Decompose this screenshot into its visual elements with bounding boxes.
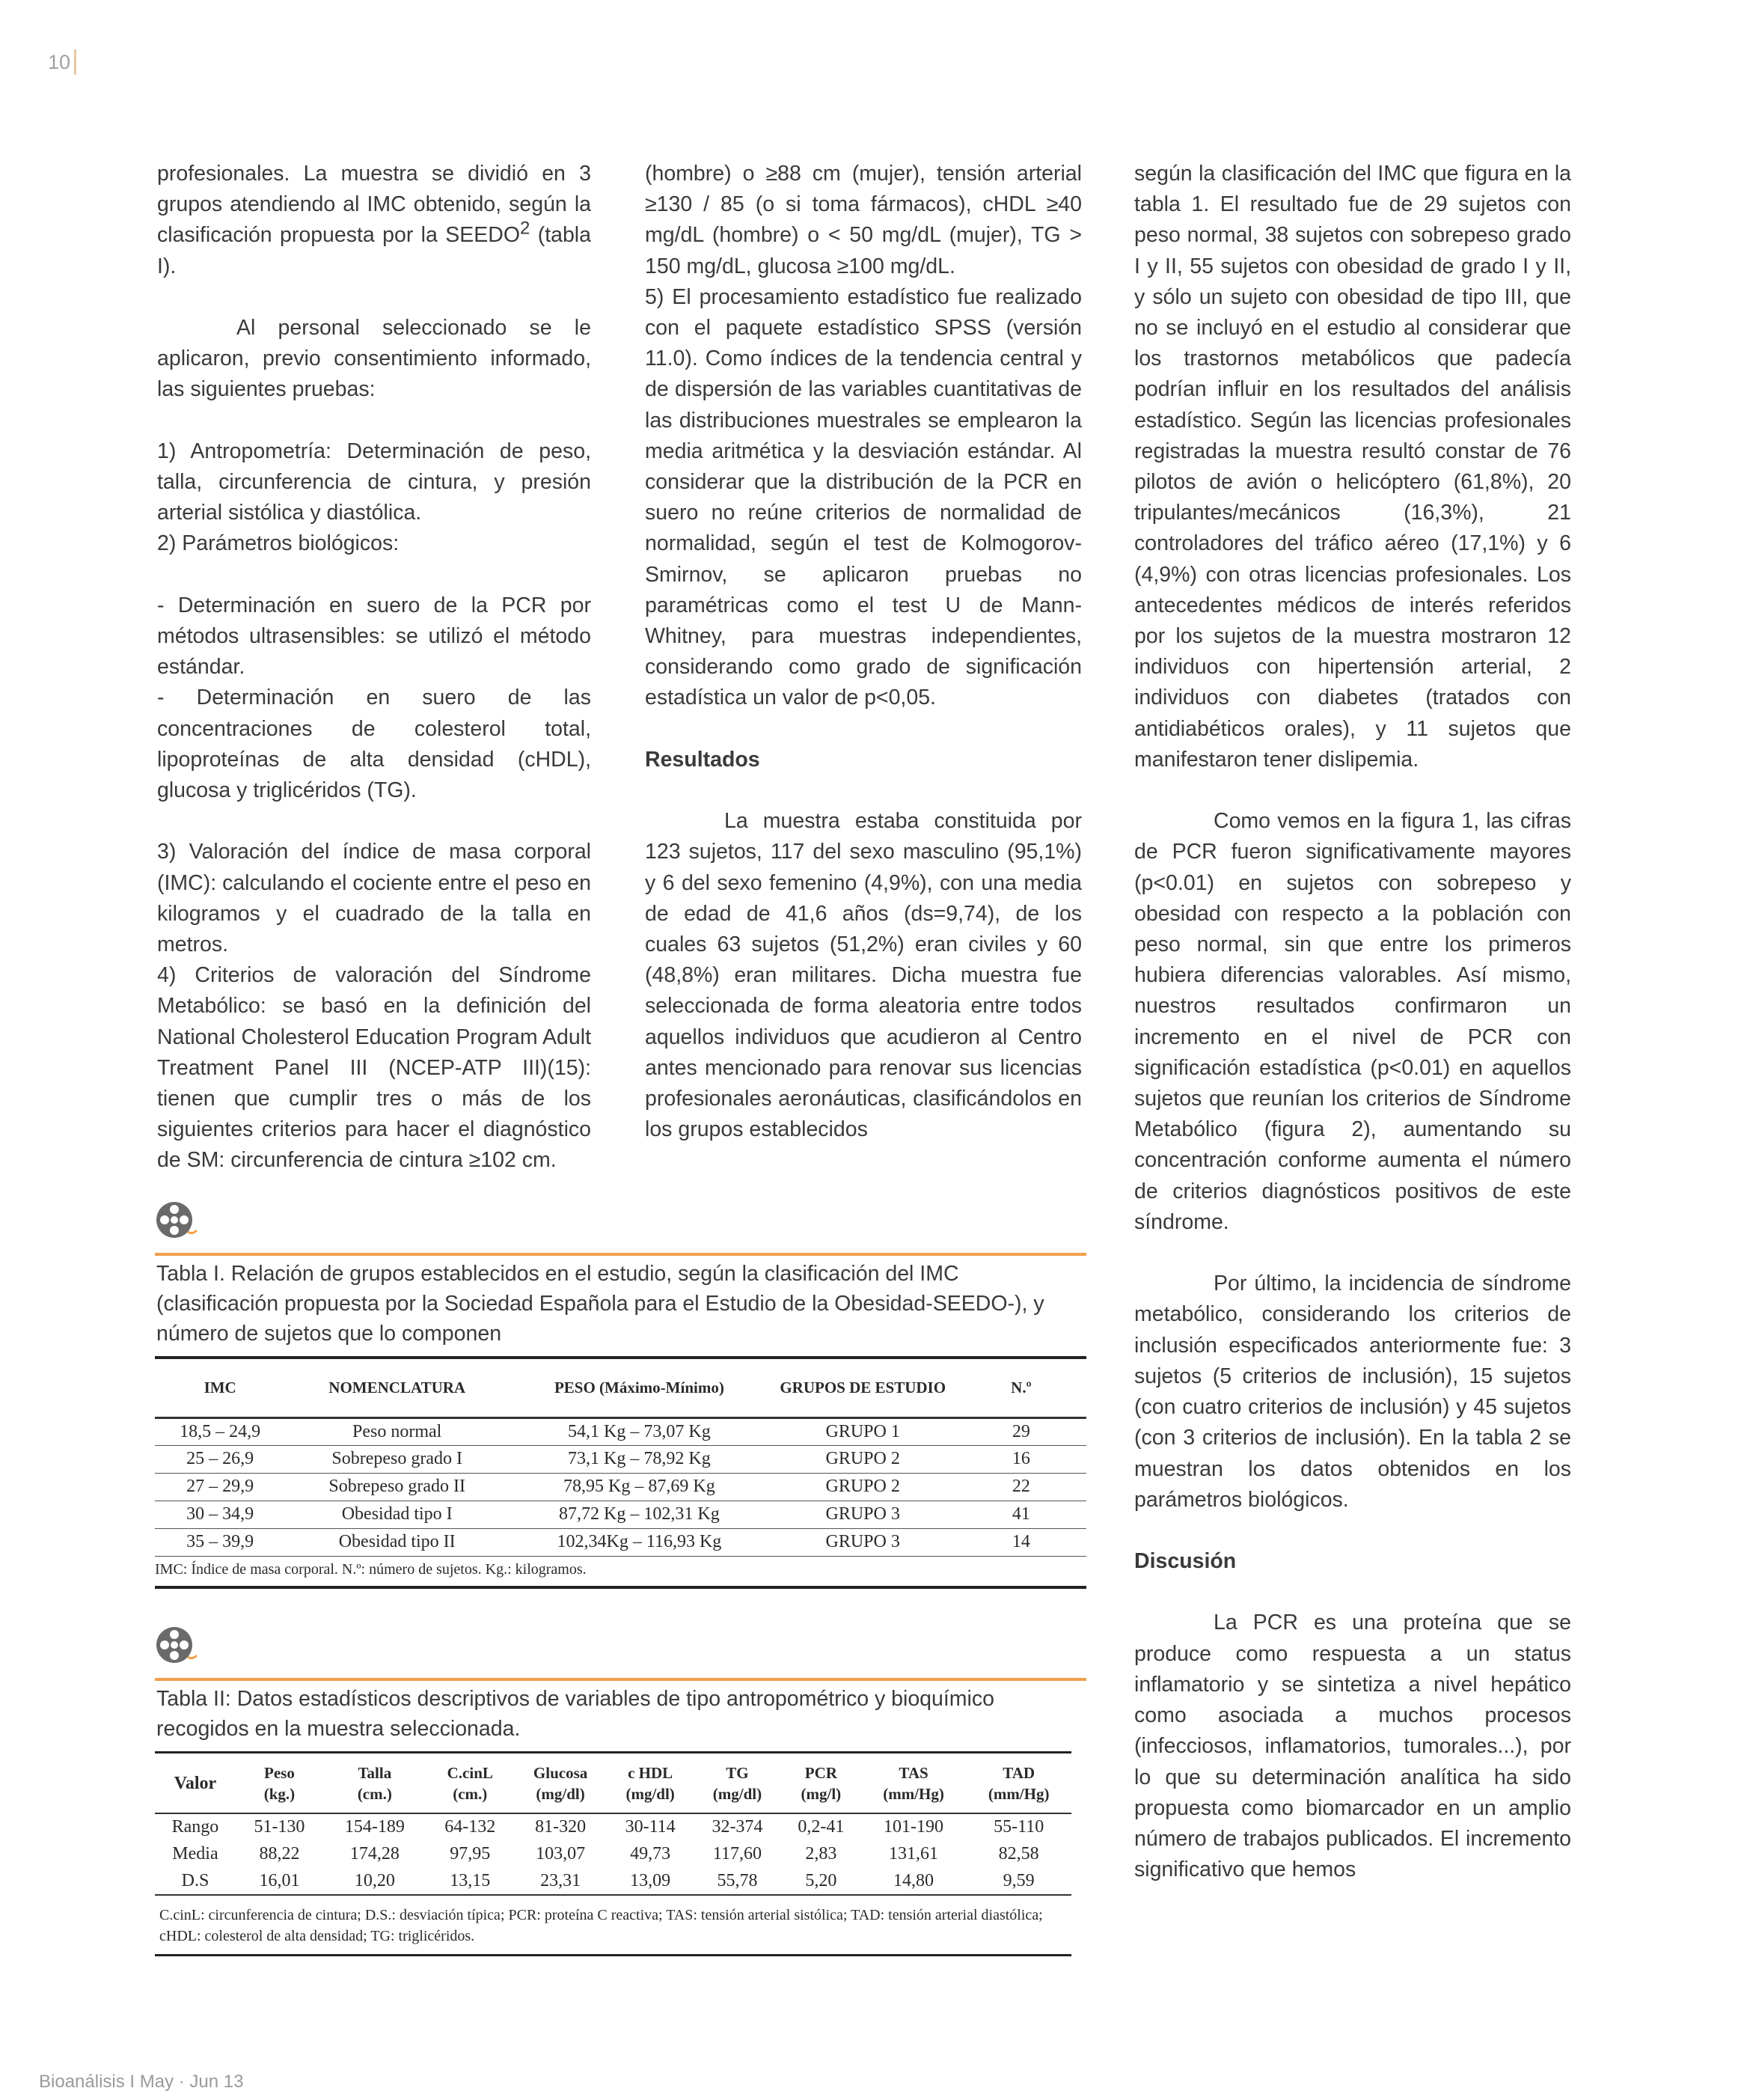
table-row: [155, 1417, 1086, 1445]
table-cell: GRUPO 1: [825, 1421, 900, 1441]
table-cell: 64-132: [444, 1817, 496, 1837]
table-cell: 41: [1012, 1504, 1030, 1524]
paragraph: 5) El procesamiento estadístico fue realizado con el paquete estadístico SPSS (versión 11.0). Como índices de la tendencia central y de dispersión de las variables cuantitativas de las distribuciones muestrales se emplearon la media aritmética y la desviación estándar. Al considerar que la distribución de la PCR en suero no reúne criterios de normalidad de normalidad, según el test de Kolmogorov-Smirnov, se aplicaron pruebas no paramétricas como el test U de Mann-Whitney, para muestras independientes, considerando como grado de significación estadística un valor de p<0,05.: [645, 284, 1082, 710]
column-header: Glucosa (mg/dl): [533, 1763, 588, 1803]
table-2-footnote: C.cinL: circunferencia de cintura; D.S.: desviación típica; PCR: proteína C reactiva; TAS: tensión arterial sistólica; TAD: tensión arterial diastólica; cHDL: colesterol de alta densidad; TG: triglicéridos.: [155, 1894, 1071, 1954]
column-header: Peso (kg.): [263, 1763, 296, 1803]
table-cell: GRUPO 3: [825, 1532, 900, 1551]
table-1-footnote: IMC: Índice de masa corporal. N.º: número de sujetos. Kg.: kilogramos.: [155, 1557, 1086, 1589]
table-2-block: [155, 1623, 1086, 1974]
column-header: Valor: [174, 1773, 217, 1793]
paragraph: - Determinación en suero de la PCR por métodos ultrasensibles: se utilizó el método estándar.: [157, 593, 591, 680]
table-2-caption: Tabla II: Datos estadísticos descriptivos de variables de tipo antropométrico y bioquímico recogidos en la muestra seleccionada.: [156, 1687, 994, 1741]
table-cell: 27 – 29,9: [186, 1477, 254, 1496]
table-cell: 78,95 Kg – 87,69 Kg: [563, 1477, 715, 1496]
section-heading: Discusión: [1134, 1549, 1237, 1574]
column-header: PESO (Máximo-Mínimo): [554, 1378, 724, 1397]
table-cell: 55-110: [994, 1817, 1044, 1837]
table-cell: 30 – 34,9: [186, 1504, 254, 1524]
paragraph: 4) Criterios de valoración del Síndrome Metabólico: se basó en la definición del National Cholesterol Education Program Adult Treatment Panel III (NCEP-ATP III)(15): tienen que cumplir tres o más de los siguientes criterios para hacer el diagnóstico de SM: circunferencia de cintura ≥102 cm.: [157, 963, 591, 1173]
table-cell: 29: [1012, 1421, 1030, 1441]
table-cell: 73,1 Kg – 78,92 Kg: [568, 1449, 711, 1468]
paragraph: 2) Parámetros biológicos:: [157, 531, 400, 556]
table-row: [155, 1501, 1086, 1528]
table-cell: 102,34Kg – 116,93 Kg: [557, 1532, 722, 1551]
table-cell: 13,09: [630, 1870, 671, 1890]
paragraph: según la clasificación del IMC que figura en la tabla 1. El resultado fue de 29 sujetos con peso normal, 38 sujetos con sobrepeso grado I y II, 55 sujetos con obesidad de grado I y II, y sólo un sujeto con obesidad de tipo III, que no se incluyó en el estudio al considerar que los trastornos metabólicos que padecía podrían influir en los resultados del análisis estadístico. Según las licencias profesionales registradas la muestra resultó constar de 76 pilotos de avión o helicóptero (61,8%), 20 tripulantes/mecánicos (16,3%), 21 controladores del tráfico aéreo (17,1%) y 6 (4,9%) con otras licencias profesionales. Los antecedentes médicos de interés referidos por los sujetos de la muestra mostraron 12 individuos con hipertensión arterial, 2 individuos con diabetes (tratados con antidiabéticos orales), y 11 sujetos que manifestaron tener dislipemia.: [1134, 162, 1571, 772]
table-cell: GRUPO 2: [825, 1477, 900, 1496]
table-1-caption: Tabla I. Relación de grupos establecidos en el estudio, según la clasificación del IMC (clasificación propuesta por la Sociedad Española para el Estudio de la Obesidad-SEEDO-), y número de sujetos que lo componen: [156, 1262, 1044, 1346]
table-cell: 54,1 Kg – 73,07 Kg: [568, 1421, 711, 1441]
text-column-3: [1134, 159, 1571, 1885]
table-cell: 101-190: [884, 1817, 944, 1837]
table-cell: Sobrepeso grado II: [328, 1477, 465, 1496]
paragraph: - Determinación en suero de las concentraciones de colesterol total, lipoproteínas de alta densidad (cHDL), glucosa y triglicéridos (TG).: [157, 686, 591, 803]
paragraph: 1) Antropometría: Determinación de peso, talla, circunferencia de cintura, y presión arterial sistólica y diastólica.: [157, 439, 591, 525]
table-cell: Rango: [171, 1817, 219, 1837]
table-cell: Media: [172, 1843, 218, 1864]
table-cell: 16: [1012, 1449, 1030, 1468]
page-number: 10: [48, 49, 76, 75]
table-row: [155, 1840, 1071, 1867]
table-cell: 16,01: [259, 1870, 300, 1890]
column-header: PCR (mg/l): [801, 1763, 842, 1803]
paragraph: Por último, la incidencia de síndrome metabólico, considerando los criterios de inclusión especificados anteriormente fue: 3 sujetos (5 criterios de inclusión), 15 sujetos (con cuatro criterios de inclusión) y 45 sujetos (con 3 criterios de inclusión). En la tabla 2 se muestran los datos obtenidos en los parámetros biológicos.: [1134, 1272, 1571, 1512]
column-header: NOMENCLATURA: [328, 1378, 466, 1397]
table-cell: 88,22: [259, 1843, 300, 1864]
table-cell: 5,20: [805, 1870, 837, 1890]
table-cell: GRUPO 3: [825, 1504, 900, 1524]
column-header: IMC: [204, 1378, 236, 1397]
table-cell: 82,58: [998, 1843, 1039, 1864]
table-cell: 0,2-41: [798, 1817, 845, 1837]
film-reel-icon: [155, 1197, 200, 1242]
table-cell: Obesidad tipo I: [341, 1504, 453, 1524]
page-footer: Bioanálisis I May · Jun 13: [39, 2072, 244, 2092]
table-row: [155, 1473, 1086, 1501]
table-cell: 10,20: [354, 1870, 395, 1890]
column-header: Talla (cm.): [357, 1763, 392, 1803]
column-header: N.º: [1011, 1378, 1032, 1397]
table-cell: 49,73: [630, 1843, 671, 1864]
table-cell: 32-374: [712, 1817, 763, 1837]
table-cell: 2,83: [805, 1843, 837, 1864]
paragraph: 3) Valoración del índice de masa corporal (IMC): calculando el cociente entre el peso en kilogramos y el cuadrado de la talla en metros.: [157, 840, 591, 957]
table-cell: 103,07: [536, 1843, 586, 1864]
paragraph: Al personal seleccionado se le aplicaron, previo consentimiento informado, las siguientes pruebas:: [157, 316, 591, 402]
table-cell: 97,95: [450, 1843, 491, 1864]
paragraph: La muestra estaba constituida por 123 sujetos, 117 del sexo masculino (95,1%) y 6 del sexo femenino (4,9%), con una media de edad de 41,6 años (ds=9,74), de los cuales 63 sujetos (51,2%) eran civiles y 60 (48,8%) eran militares. Dicha muestra fue seleccionada de forma aleatoria entre todos aquellos individuos que acudieron al Centro antes mencionado para renovar sus licencias profesionales aeronáuticas, clasificándolos en los grupos establecidos: [645, 809, 1082, 1142]
table-cell: 25 – 26,9: [186, 1449, 254, 1468]
table-cell: 174,28: [349, 1843, 400, 1864]
table-cell: 81-320: [535, 1817, 587, 1837]
table-row: [155, 1813, 1071, 1840]
table-cell: GRUPO 2: [825, 1449, 900, 1468]
table-1-block: [155, 1197, 1086, 1605]
column-header: TG (mg/dl): [712, 1763, 762, 1803]
table-cell: 22: [1012, 1477, 1030, 1496]
paragraph: La PCR es una proteína que se produce como respuesta a un status inflamatorio y se sintetiza a nivel hepático como asociada a muchos procesos (infecciosos, inflamatorios, tumorales...), por lo que su determinación analítica ha sido propuesta como biomarcador en un amplio número de trabajos publicados. El incremento significativo que hemos: [1134, 1611, 1571, 1882]
table-cell: Peso normal: [352, 1421, 442, 1441]
column-header: TAD (mm/Hg): [988, 1763, 1050, 1803]
film-reel-icon: [155, 1623, 200, 1667]
table-cell: 14,80: [893, 1870, 934, 1890]
column-header: TAS (mm/Hg): [883, 1763, 944, 1803]
table-cell: 87,72 Kg – 102,31 Kg: [559, 1504, 720, 1524]
table-cell: 154-189: [344, 1817, 405, 1837]
table-cell: 9,59: [1003, 1870, 1035, 1890]
accent-rule: [155, 1253, 1086, 1256]
table-cell: 131,61: [889, 1843, 939, 1864]
text-column-1: [157, 159, 591, 1176]
table-cell: D.S: [181, 1870, 209, 1890]
table-cell: 55,78: [717, 1870, 758, 1890]
table-cell: 117,60: [712, 1843, 762, 1864]
paragraph: (hombre) o ≥88 cm (mujer), tensión arterial ≥130 / 85 (o si toma fármacos), cHDL ≥40 mg/dL (hombre) o < 50 mg/dL (mujer), TG > 150 mg/dL, glucosa ≥100 mg/dL.: [645, 162, 1082, 278]
column-header: c HDL (mg/dl): [625, 1763, 675, 1803]
table-cell: 23,31: [540, 1870, 581, 1890]
accent-rule: [155, 1678, 1086, 1681]
table-cell: 30-114: [625, 1817, 676, 1837]
paragraph: profesionales. La muestra se dividió en 3 grupos atendiendo al IMC obtenido, según la clasificación propuesta por la SEEDO$^2$ (tabla I).: [157, 162, 591, 278]
table-cell: 35 – 39,9: [186, 1532, 254, 1551]
table-cell: 18,5 – 24,9: [180, 1421, 261, 1441]
paragraph: Como vemos en la figura 1, las cifras de PCR fueron significativamente mayores (p<0.01) en sujetos con sobrepeso y obesidad con respecto a la población con peso normal, sin que entre los primeros hubiera diferencias valorables. Así mismo, nuestros resultados confirmaron un incremento en el nivel de PCR con significación estadística (p<0.01) en aquellos sujetos que reunían los criterios de Síndrome Metabólico (figura 2), aumentando su concentración conforme aumenta el número de criterios diagnósticos positivos de este síndrome.: [1134, 809, 1571, 1234]
column-header: GRUPOS DE ESTUDIO: [780, 1378, 946, 1397]
table-cell: Obesidad tipo II: [338, 1532, 456, 1551]
table-cell: 51-130: [254, 1817, 305, 1837]
table-cell: 14: [1012, 1532, 1030, 1551]
table-1: [155, 1356, 1086, 1589]
table-row: [155, 1867, 1071, 1894]
table-2: [155, 1751, 1071, 1956]
table-row: [155, 1528, 1086, 1556]
section-heading: Resultados: [645, 747, 760, 772]
column-header: C.cinL (cm.): [447, 1763, 493, 1803]
table-cell: Sobrepeso grado I: [331, 1449, 462, 1468]
text-column-2: [645, 159, 1082, 1145]
table-row: [155, 1445, 1086, 1473]
table-cell: 13,15: [450, 1870, 491, 1890]
